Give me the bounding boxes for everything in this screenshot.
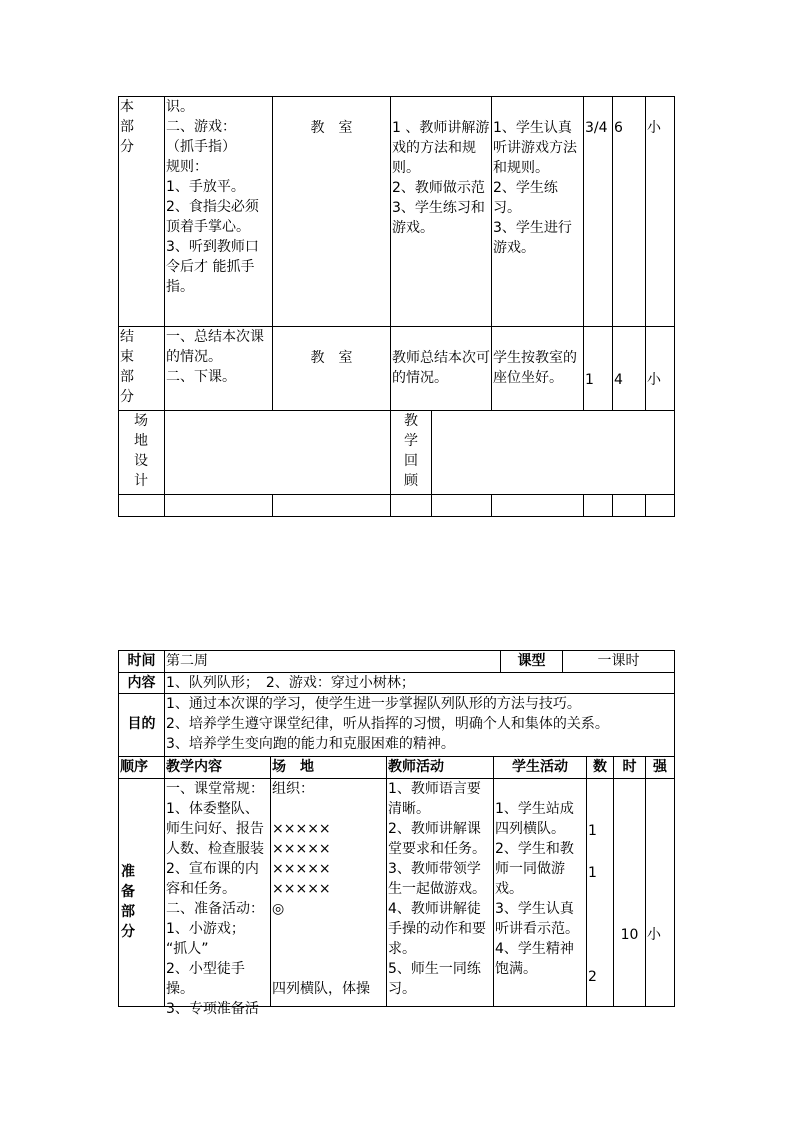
goals-text: 1、通过本次课的学习，使学生进一步掌握队列队形的方法与技巧。 2、培养学生遵守课堂纪律，听从指挥的习惯，明确个人和集体的关系。 3、培养学生变向跑的能力和克服困难的精神。 [166,696,609,752]
teaching-review-label: 教 学 回 顾 [404,413,418,489]
prep-section-count-2: 1 [588,865,597,881]
content-label: 内容 [127,675,156,691]
end-section-teacher-activity: 教师总结本次可的情况。 [392,350,490,386]
prep-section-venue: 组织： ××××× ××××× ××××× ××××× ◎ 四列横队，体操 [272,781,370,997]
end-section-label: 结 束 部 分 [120,329,134,405]
header-venue: 场 地 [272,759,314,775]
time-value: 第二周 [166,653,208,669]
venue-design-label: 场 地 设 计 [134,413,148,489]
main-section-label: 本 部 分 [120,99,134,155]
main-section-intensity: 小 [647,120,661,136]
lesson-type-value: 一课时 [597,653,640,669]
main-section-time: 6 [614,120,623,136]
end-section-time: 4 [614,372,623,388]
header-order: 顺序 [120,759,148,775]
time-label: 时间 [127,653,156,669]
main-section-content: 识。 二、游戏： （抓手指） 规则： 1、手放平。 2、食指尖必须顶着手掌心。 3、听到教师口令后才 能抓手指。 [166,99,259,295]
main-section-student-activity: 1、学生认真听讲游戏方法和规则。 2、学生练习。 3、学生进行游戏。 [493,120,577,256]
prep-section-teacher-activity: 1、教师语言要清晰。 2、教师讲解课堂要求和任务。 3、教师带领学生一起做游戏。 4、教师讲解徒手操的动作和要求。 5、师生一同练习。 [388,781,486,997]
prep-section-label: 准 备 部 分 [121,864,135,940]
header-content: 教学内容 [166,759,222,775]
prep-section-student-activity: 1、学生站成四列横队。 2、学生和教师一同做游戏。 3、学生认真听讲看示范。 4、学生精神饱满。 [495,801,579,977]
end-section-count: 1 [585,372,594,388]
end-section-content: 一、总结本次课的情况。 二、下课。 [166,329,264,385]
main-section-teacher-activity: 1 、教师讲解游戏的方法和规则。 2、教师做示范 3、学生练习和游戏。 [392,120,490,236]
main-section-venue: 教 室 [310,120,353,136]
prep-section-count-1: 1 [588,823,597,839]
header-intensity: 强 [653,759,667,775]
end-section-intensity: 小 [647,372,661,388]
content-value: 1、队列队形； 2、游戏：穿过小树林； [166,675,415,691]
header-count: 数 [593,759,607,775]
end-section-venue: 教 室 [310,350,353,366]
end-section-student-activity: 学生按教室的座位坐好。 [493,350,577,386]
goal-label: 目的 [127,716,156,732]
header-student-activity: 学生活动 [512,759,568,775]
header-time: 时 [622,759,637,775]
header-teacher-activity: 教师活动 [388,759,444,775]
prep-section-count-3: 2 [588,969,597,985]
prep-section-content: 一、课堂常规： 1、体委整队、师生问好、报告人数、检查服装 2、宣布课的内容和任务。 二、准备活动： 1、小游戏； “抓人” 2、小型徒手操。 3、专项准备活 [166,781,264,1017]
prep-section-time: 10 [620,927,639,943]
lesson-type-label: 课型 [517,653,546,669]
main-section-count: 3/4 [585,120,608,136]
prep-section-intensity: 小 [647,927,661,943]
